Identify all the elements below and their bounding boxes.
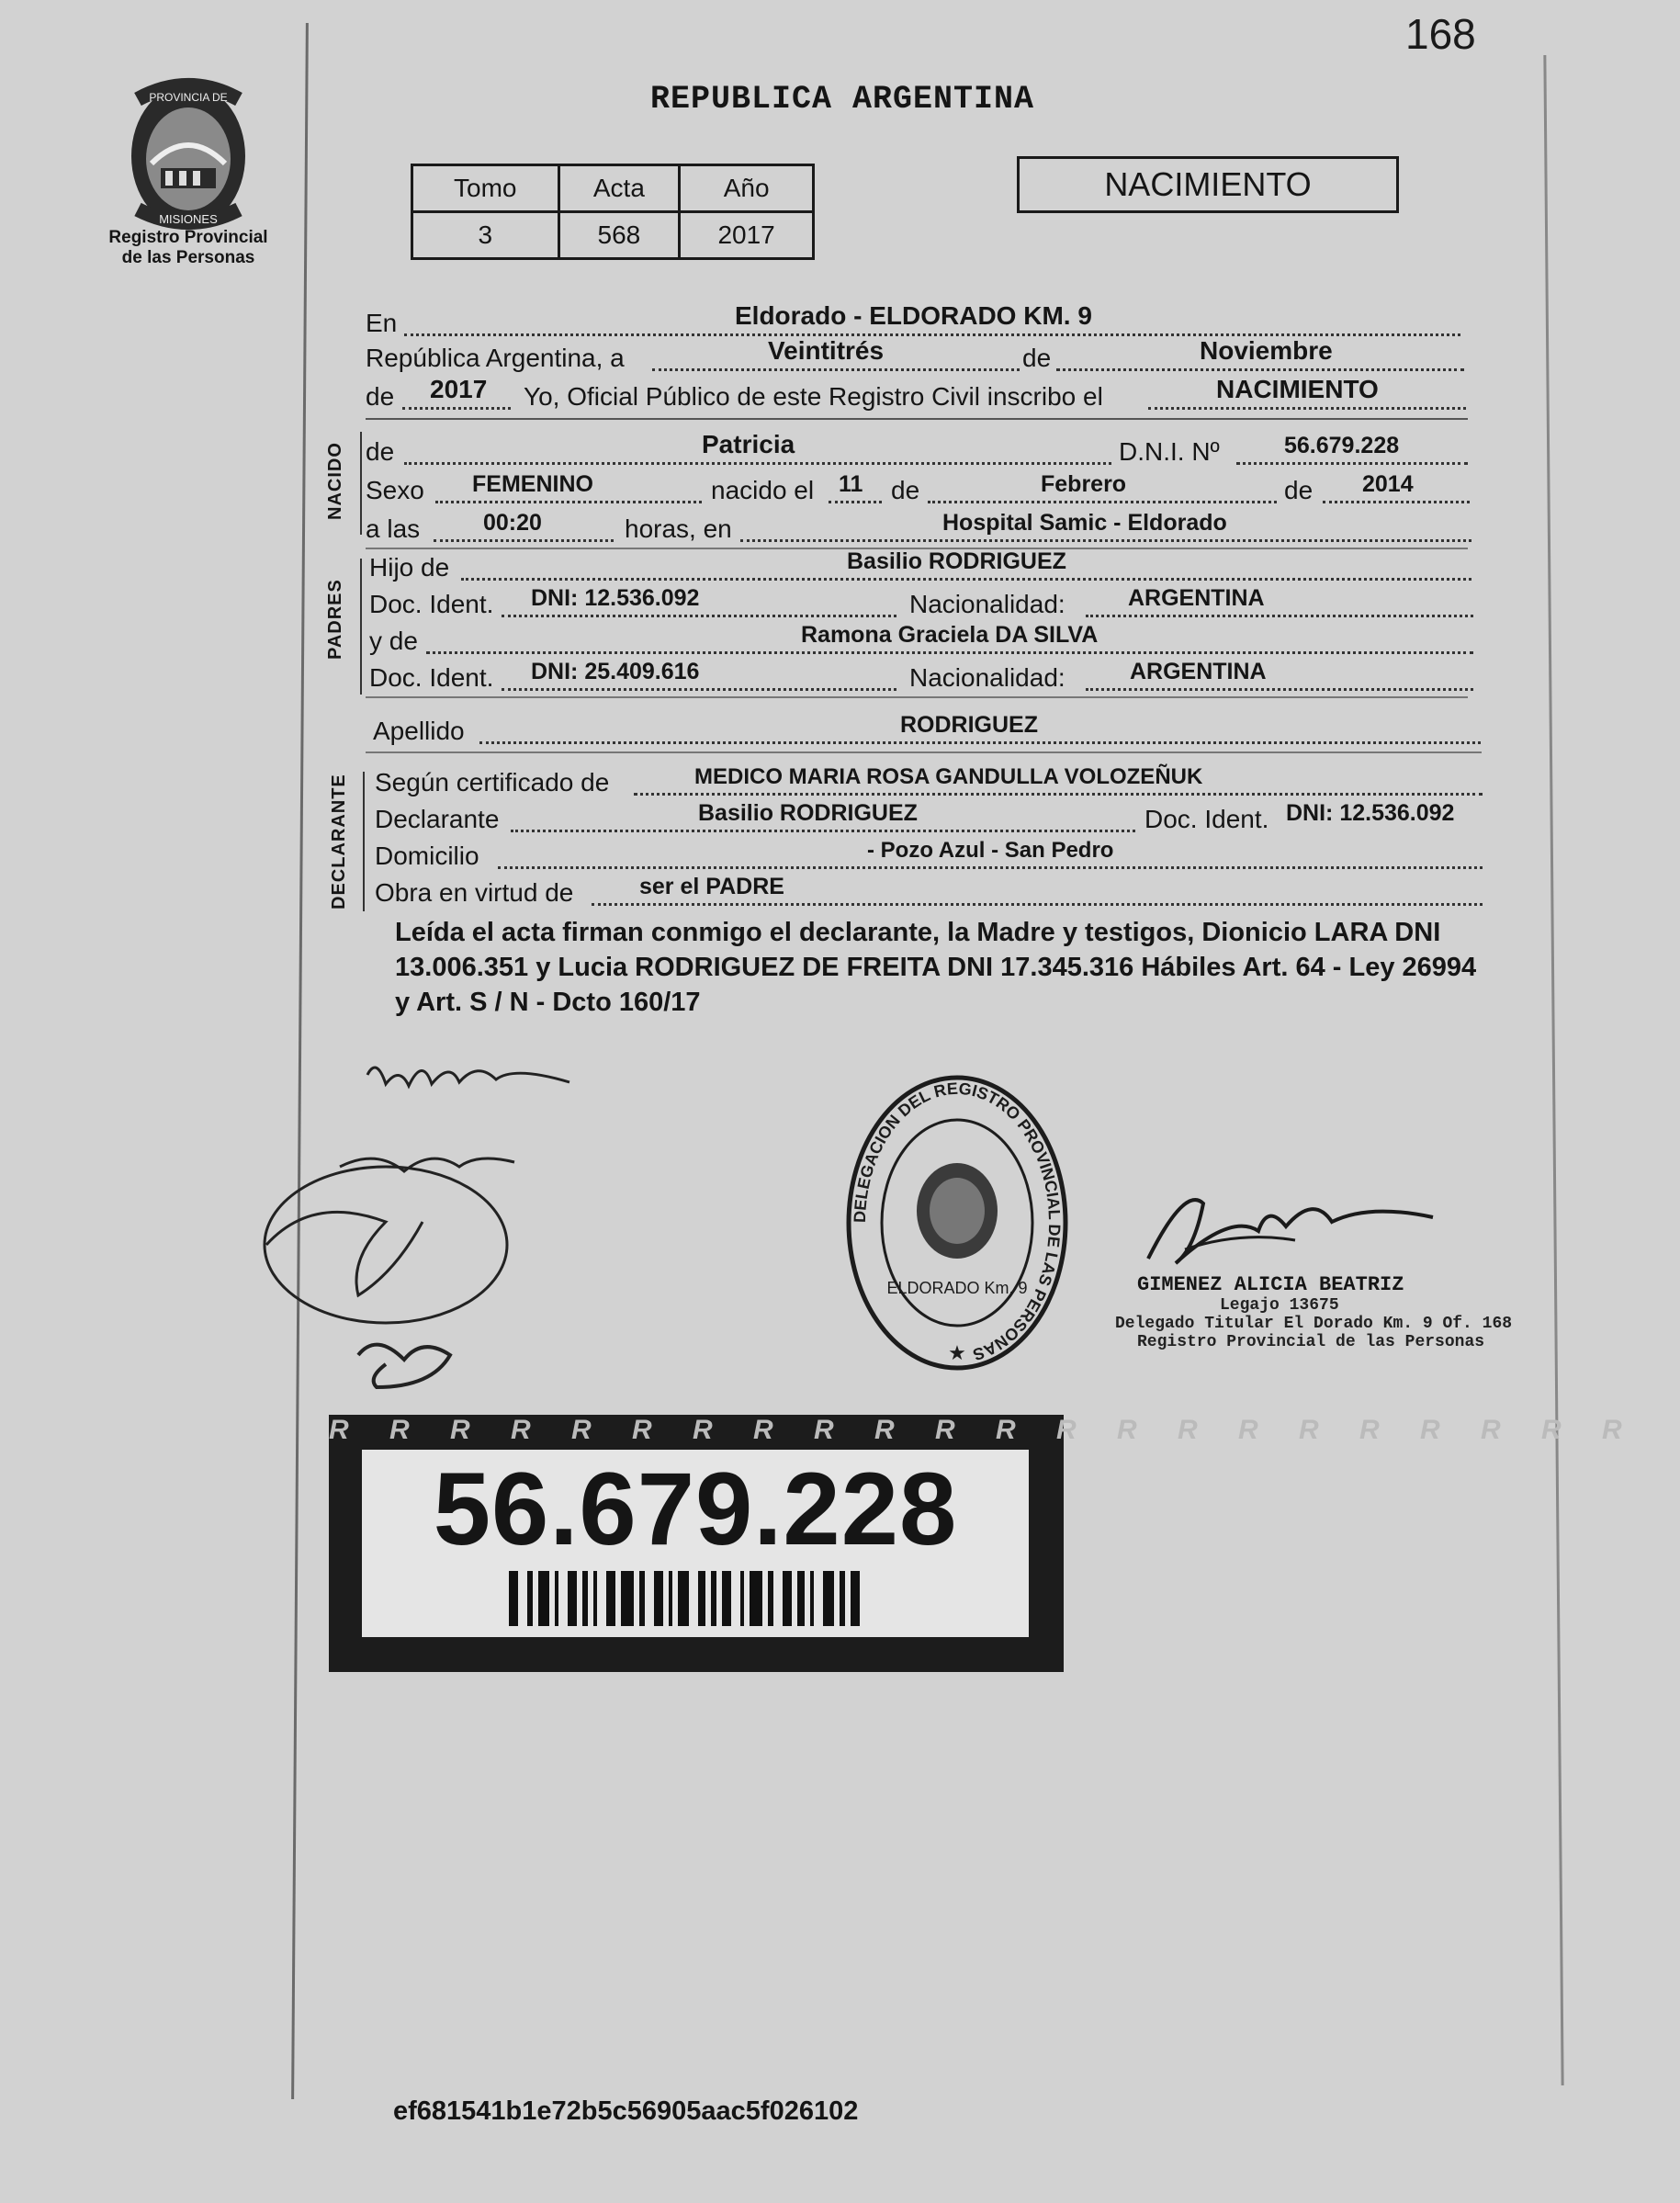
nacionalidad-label-1: Nacionalidad:: [909, 590, 1066, 618]
official-legajo: Legajo 13675: [1220, 1296, 1339, 1315]
dni-value: 56.679.228: [1284, 433, 1400, 458]
dotted-line: [634, 793, 1483, 796]
nacionalidad-label-2: Nacionalidad:: [909, 663, 1066, 692]
de-label-4: de: [891, 476, 920, 504]
official-role: Delegado Titular El Dorado Km. 9 Of. 168: [1115, 1315, 1513, 1333]
docident-label-3: Doc. Ident.: [1144, 805, 1269, 833]
dotted-line: [928, 501, 1277, 503]
father-doc: DNI: 12.536.092: [531, 585, 700, 611]
dotted-line: [1148, 407, 1466, 410]
barcode-bar: [555, 1571, 558, 1626]
domicilio-label: Domicilio: [375, 842, 479, 870]
row-en: [366, 303, 1468, 340]
barcode-bar: [840, 1571, 845, 1626]
de-label-2: de: [366, 382, 395, 411]
dotted-line: [1086, 615, 1473, 617]
anio-value: 2017: [680, 212, 814, 259]
birth-day: 11: [839, 471, 863, 497]
document-hash: ef681541b1e72b5c56905aac5f026102: [393, 2096, 859, 2126]
row-sexo: [366, 470, 1468, 507]
row-apellido: [373, 711, 1484, 748]
yde-label: y de: [369, 627, 418, 655]
dotted-line: [829, 501, 882, 503]
de-label-1: de: [1022, 344, 1052, 372]
signature-stroke-3: [340, 1158, 514, 1171]
dni-label: D.N.I. Nº: [1119, 437, 1220, 466]
day-value: Veintitrés: [768, 336, 885, 365]
signature-stroke-1: [367, 1068, 569, 1086]
section-brace: [360, 559, 362, 695]
dotted-line: [502, 688, 896, 691]
acta-header: Acta: [558, 165, 680, 212]
dotted-line: [461, 578, 1471, 581]
tomo-header: Tomo: [412, 165, 559, 212]
registry-table: [411, 164, 815, 260]
barcode-bar: [810, 1571, 814, 1626]
svg-text:DELEGACION DEL REGISTRO PROVIN: DELEGACION DEL REGISTRO PROVINCIAL DE LAS PERSONAS: [850, 1079, 1065, 1364]
logo-caption-line2: de las Personas: [121, 248, 255, 267]
row-segun: [375, 763, 1486, 799]
svg-text:ELDORADO Km. 9: ELDORADO Km. 9: [886, 1279, 1028, 1297]
section-label-nacido: NACIDO: [325, 442, 345, 520]
row-father-doc: [369, 584, 1471, 621]
mother-doc: DNI: 25.409.616: [531, 659, 700, 684]
anio-header: Año: [680, 165, 814, 212]
hospital-value: Hospital Samic - Eldorado: [942, 510, 1227, 536]
row-name: [366, 432, 1468, 469]
barcode-bar: [722, 1571, 731, 1626]
barcode-bar: [678, 1571, 689, 1626]
official-seal-stamp-icon: [838, 1066, 1077, 1380]
sticker-pattern: [329, 1415, 1639, 1448]
separator: [366, 751, 1482, 753]
official-org: Registro Provincial de las Personas: [1137, 1333, 1485, 1351]
dotted-line: [1236, 462, 1468, 465]
section-brace: [363, 772, 365, 911]
row-ydemother: [369, 621, 1471, 658]
barcode-bar: [606, 1571, 615, 1626]
mother-nationality: ARGENTINA: [1130, 659, 1267, 684]
docident-label-2: Doc. Ident.: [369, 663, 494, 692]
section-label-padres: PADRES: [325, 579, 345, 660]
year-value: 2017: [430, 375, 488, 403]
domicilio-value: - Pozo Azul - San Pedro: [867, 838, 1114, 863]
birth-month: Febrero: [1041, 471, 1127, 497]
logo-caption: [87, 228, 289, 268]
dotted-line: [404, 462, 1111, 465]
row-republica: [366, 338, 1468, 375]
dotted-line: [511, 830, 1135, 832]
de-label-5: de: [1284, 476, 1314, 504]
name-value: Patricia: [702, 430, 795, 458]
dotted-line: [502, 615, 896, 617]
separator: [366, 418, 1468, 420]
act-type-box: NACIMIENTO: [1017, 156, 1399, 213]
signature-stroke-4: [358, 1345, 450, 1387]
right-margin-line: [1543, 55, 1563, 2085]
svg-text:MISIONES: MISIONES: [159, 212, 218, 226]
row-domicilio: [375, 836, 1486, 873]
acta-value: 568: [558, 212, 680, 259]
month-value: Noviembre: [1200, 336, 1333, 365]
barcode-bar: [768, 1571, 773, 1626]
apellido-label: Apellido: [373, 717, 465, 745]
provincia-misiones-seal-icon: [110, 72, 266, 237]
de-label-3: de: [366, 437, 395, 466]
barcode-bar: [654, 1571, 663, 1626]
declarante-doc: DNI: 12.536.092: [1286, 800, 1455, 826]
dotted-line: [479, 741, 1481, 744]
barcode-bar: [797, 1571, 805, 1626]
barcode-bar: [621, 1571, 634, 1626]
certificado-value: MEDICO MARIA ROSA GANDULLA VOLOZEÑUK: [694, 764, 1203, 789]
en-label: En: [366, 309, 398, 337]
sticker-letter: R R R R R R R R R R R R R R R R R R R R R R: [329, 1415, 1639, 1445]
dotted-line: [426, 651, 1473, 654]
obra-label: Obra en virtud de: [375, 878, 574, 907]
barcode-sticker: [329, 1415, 1639, 1672]
svg-text:★: ★: [948, 1341, 966, 1364]
barcode-bar: [711, 1571, 716, 1626]
declarant-signatures: [239, 1038, 606, 1424]
signature-stroke-2: [266, 1212, 423, 1295]
barcode-bars-icon: [509, 1571, 941, 1626]
dotted-line: [652, 368, 1020, 371]
barcode-bar: [740, 1571, 744, 1626]
row-hora: [366, 509, 1468, 546]
docident-label-1: Doc. Ident.: [369, 590, 494, 618]
sexo-value: FEMENINO: [472, 471, 593, 497]
hijo-label: Hijo de: [369, 553, 450, 582]
republica-label: República Argentina, a: [366, 344, 625, 372]
official-name: GIMENEZ ALICIA BEATRIZ: [1137, 1273, 1404, 1296]
tomo-value: 3: [412, 212, 559, 259]
oficial-text: Yo, Oficial Público de este Registro Civil inscribo el: [524, 382, 1103, 411]
barcode-bar: [823, 1571, 834, 1626]
barcode-bar: [851, 1571, 860, 1626]
barcode-bar: [750, 1571, 762, 1626]
segun-label: Según certificado de: [375, 768, 610, 796]
nacido-label: nacido el: [711, 476, 815, 504]
barcode-bar: [593, 1571, 597, 1626]
row-declarante: [375, 799, 1486, 836]
signature-loop: [265, 1167, 507, 1323]
barcode-bar: [527, 1571, 533, 1626]
dotted-line: [592, 903, 1483, 906]
barcode-bar: [582, 1571, 588, 1626]
birth-year: 2014: [1362, 471, 1414, 497]
official-signature: [1130, 1176, 1442, 1277]
barcode-number: 56.679.228: [433, 1452, 958, 1566]
section-label-declarante: DECLARANTE: [329, 774, 349, 909]
dotted-line: [1323, 501, 1470, 503]
barcode-bar: [698, 1571, 705, 1626]
official-name-block: [1115, 1273, 1513, 1351]
father-value: Basilio RODRIGUEZ: [847, 548, 1066, 574]
row-hijo: [369, 548, 1471, 584]
dotted-line: [434, 539, 614, 542]
barcode-bar: [538, 1571, 549, 1626]
closing-note: Leída el acta firman conmigo el declarante, la Madre y testigos, Dionicio LARA DNI 13.006.351 y Lucia RODRIGUEZ DE FREITA DNI 17.345.316 Hábiles Art. 64 - Ley 26994 y Art. S / N - Dcto 160/17: [395, 918, 1477, 1017]
row-obra: [375, 873, 1486, 909]
row-mother-doc: [369, 658, 1471, 695]
declarante-label: Declarante: [375, 805, 500, 833]
father-nationality: ARGENTINA: [1128, 585, 1265, 611]
place-value: Eldorado - ELDORADO KM. 9: [735, 301, 1092, 330]
barcode-bar: [568, 1571, 577, 1626]
page-number: 168: [1405, 10, 1476, 58]
horas-label: horas, en: [625, 514, 732, 543]
logo-caption-line1: Registro Provincial: [108, 228, 268, 247]
svg-text:PROVINCIA DE: PROVINCIA DE: [149, 91, 228, 104]
apellido-value: RODRIGUEZ: [900, 712, 1038, 738]
dotted-line: [498, 866, 1483, 869]
mother-value: Ramona Graciela DA SILVA: [801, 622, 1099, 648]
inscribo-value: NACIMIENTO: [1216, 375, 1379, 403]
barcode-panel: [362, 1450, 1029, 1637]
row-oficial: [366, 377, 1468, 413]
alas-label: a las: [366, 514, 421, 543]
sexo-label: Sexo: [366, 476, 424, 504]
section-brace: [360, 432, 362, 535]
obra-value: ser el PADRE: [639, 874, 784, 899]
dotted-line: [1056, 368, 1464, 371]
time-value: 00:20: [483, 510, 542, 536]
dotted-line: [1086, 688, 1473, 691]
dotted-line: [402, 407, 511, 410]
barcode-bar: [669, 1571, 672, 1626]
separator: [366, 696, 1468, 698]
barcode-bar: [639, 1571, 645, 1626]
barcode-bar: [509, 1571, 518, 1626]
declarante-value: Basilio RODRIGUEZ: [698, 800, 918, 826]
document-title: REPUBLICA ARGENTINA: [650, 81, 1035, 118]
dotted-line: [435, 501, 702, 503]
dotted-line: [740, 539, 1471, 542]
barcode-bar: [783, 1571, 792, 1626]
